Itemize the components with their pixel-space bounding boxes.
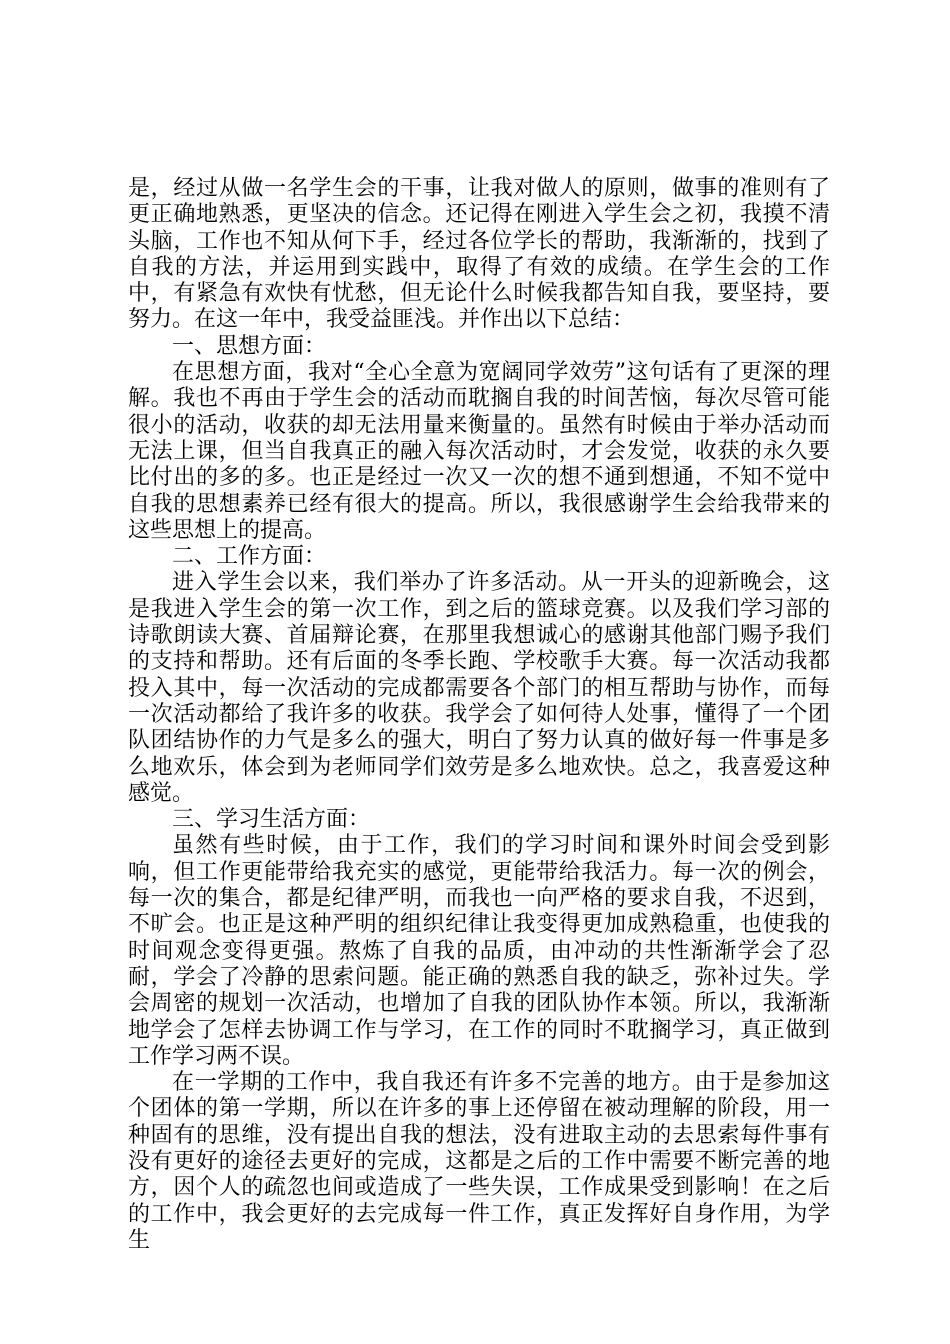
body-paragraph-work: 进入学生会以来，我们举办了许多活动。从一开头的迎新晚会，这是我进入学生会的第一次工作，到之后的篮球竞赛。以及我们学习部的诗歌朗读大赛、首届辩论赛，在那里我想诚心的感谢其他部门赐予我们的支持和帮助。还有后面的冬季长跑、学校歌手大赛。每一次活动我都投入其中，每一次活动的完成都需要各个部门的相互帮助与协作，而每一次活动都给了我许多的收获。我学会了如何待人处事，懂得了一个团队团结协作的力气是多么的强大，明白了努力认真的做好每一件事是多么地欢乐，体会到为老师同学们效劳是多么地欢快。总之，我喜爱这种感觉。	[128, 570, 830, 806]
body-paragraph-reflection: 在一学期的工作中，我自我还有许多不完善的地方。由于是参加这个团体的第一学期，所以在许多的事上还停留在被动理解的阶段，用一种固有的思维，没有提出自我的想法，没有进取主动的去思索每件事有没有更好的途径去更好的完成，这都是之后的工作中需要不断完善的地方，因个人的疏忽也间或造成了一些失误，工作成果受到影响！在之后的工作中，我会更好的去完成每一件工作，真正发挥好自身作用，为学生	[128, 1070, 830, 1253]
body-paragraph-study-life: 虽然有些时候，由于工作，我们的学习时间和课外时间会受到影响，但工作更能带给我充实的感觉，更能带给我活力。每一次的例会，每一次的集合，都是纪律严明，而我也一向严格的要求自我，不迟到，不旷会。也正是这种严明的组织纪律让我变得更加成熟稳重，也使我的时间观念变得更强。熬炼了自我的品质，由冲动的共性渐渐学会了忍耐，学会了冷静的思索问题。能正确的熟悉自我的缺乏，弥补过失。学会周密的规划一次活动，也增加了自我的团队协作本领。所以，我渐渐地学会了怎样去协调工作与学习，在工作的同时不耽搁学习，真正做到工作学习两不误。	[128, 833, 830, 1069]
section-heading-study-life: 三、学习生活方面：	[172, 807, 371, 833]
section-heading-work: 二、工作方面：	[172, 544, 327, 570]
body-paragraph-intro: 是，经过从做一名学生会的干事，让我对做人的原则，做事的准则有了更正确地熟悉，更坚决的信念。还记得在刚进入学生会之初，我摸不清头脑，工作也不知从何下手，经过各位学长的帮助，我渐渐的，找到了自我的方法，并运用到实践中，取得了有效的成绩。在学生会的工作中，有紧急有欢快有忧愁，但无论什么时候我都告知自我，要坚持，要努力。在这一年中，我受益匪浅。并作出以下总结：	[128, 176, 830, 333]
section-heading-thought: 一、思想方面：	[172, 333, 327, 359]
document-page	[128, 176, 830, 1254]
body-paragraph-thought: 在思想方面，我对“全心全意为宽阔同学效劳”这句话有了更深的理解。我也不再由于学生会的活动而耽搁自我的时间苦恼，每次尽管可能很小的活动，收获的却无法用量来衡量的。虽然有时候由于举办活动而无法上课，但当自我真正的融入每次活动时，才会发觉，收获的永久要比付出的多的多。也正是经过一次又一次的想不通到想通，不知不觉中自我的思想素养已经有很大的提高。所以，我很感谢学生会给我带来的这些思想上的提高。	[128, 360, 830, 543]
